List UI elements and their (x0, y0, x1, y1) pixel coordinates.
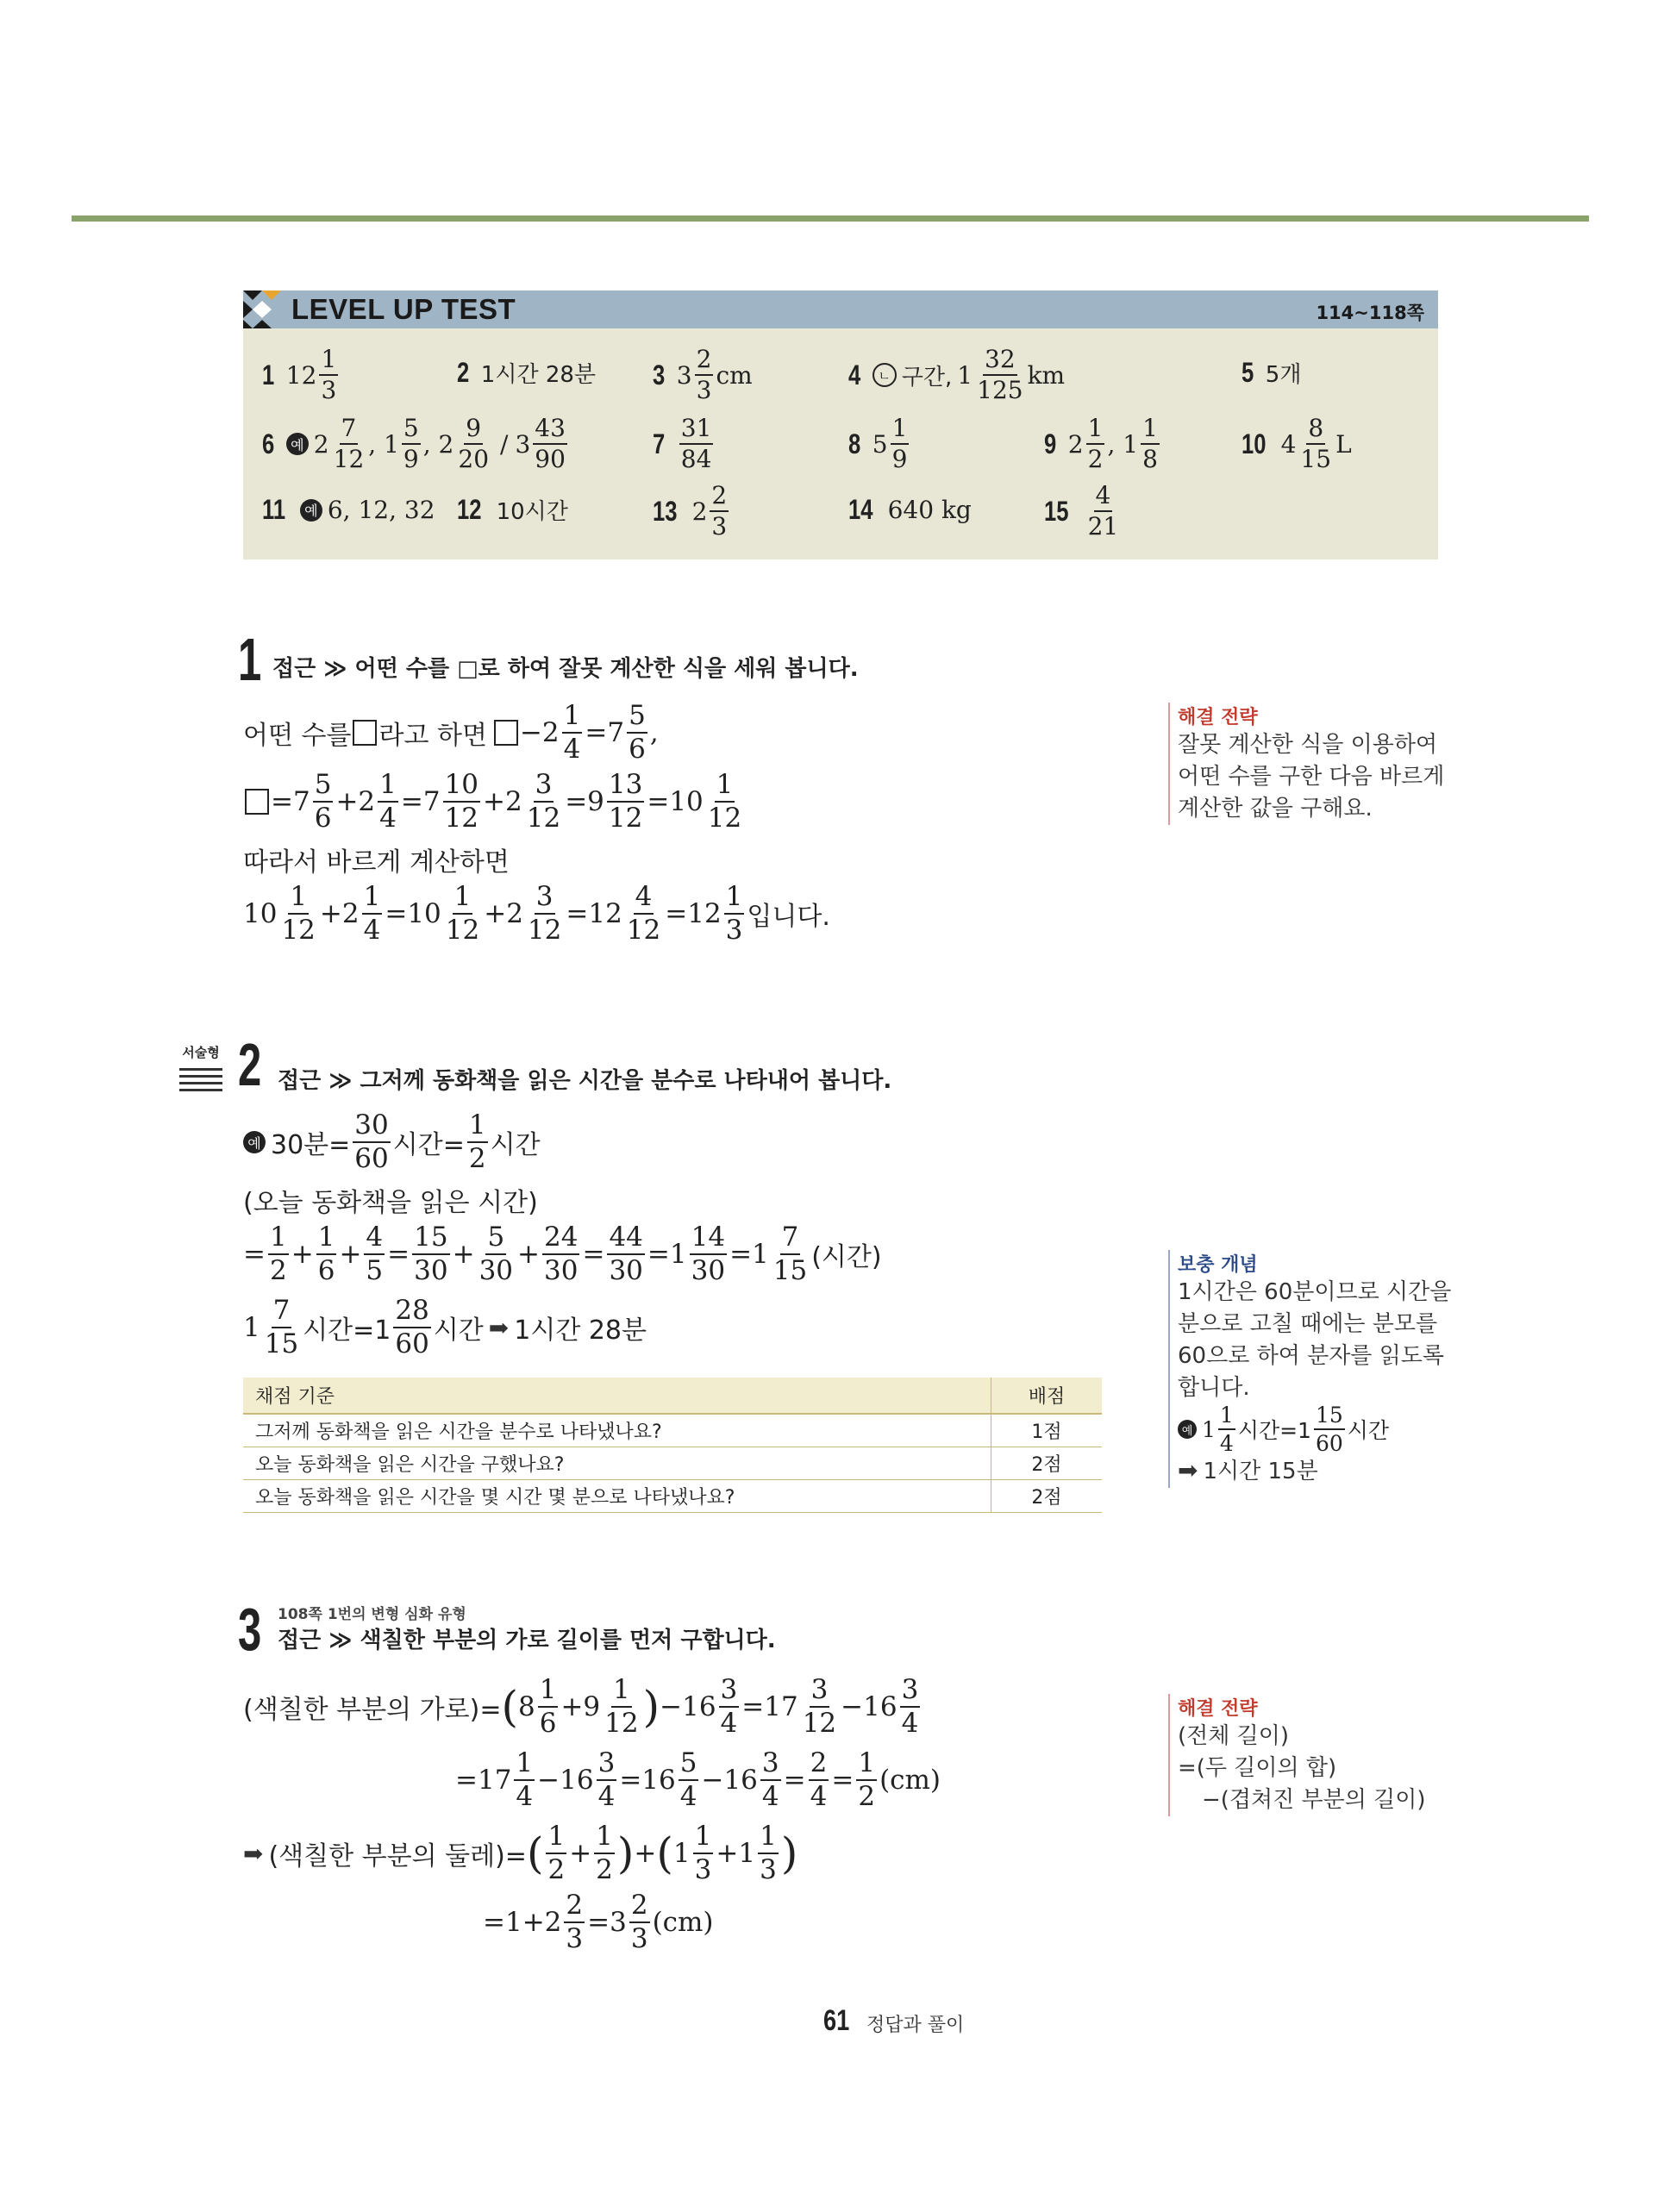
scoring-table (243, 1378, 1102, 1513)
page-number: 61 (823, 2004, 850, 2037)
problem-3-strategy: 해결 전략 (전체 길이) =(두 길이의 합) −(겹쳐진 부분의 길이) (1168, 1694, 1426, 1816)
answer-4: 4 ㄴ 구간, 1 $\frac{32}{125}$ km (848, 345, 1066, 404)
blank-box-icon (353, 720, 377, 746)
right-arrow-icon: ➡ (1178, 1456, 1198, 1484)
blank-box-icon (494, 720, 518, 746)
problem-2-approach: 접근 ≫ 그저께 동화책을 읽은 시간을 분수로 나타내어 봅니다. (278, 1068, 892, 1094)
answer-12: 12 10시간 (457, 494, 568, 525)
problem-3-line-4: =1+2 $\frac{2}{3}$ =3 $\frac{2}{3}$ (cm) (483, 1890, 714, 1954)
blank-box-icon (245, 789, 269, 815)
problem-1-line-1: 어떤 수를 라고 하면 −2 $\frac{1}{4}$ =7 $\frac{5}{6}$ , (243, 700, 659, 765)
example-mark-icon: 예 (286, 433, 309, 455)
problem-2-line-4: 1 $\frac{7}{15}$ 시간=1 $\frac{28}{60}$ 시간 ➡ 1시간 28분 (243, 1295, 647, 1359)
table-row: 오늘 동화책을 읽은 시간을 몇 시간 몇 분으로 나타냈나요? 2점 (243, 1480, 1102, 1513)
problem-3-approach: 접근 ≫ 색칠한 부분의 가로 길이를 먼저 구합니다. (278, 1628, 776, 1653)
problem-3-line-1: (색칠한 부분의 가로)= ( 8 $\frac{1}{6}$ +9 $\frac{1}{12}$ ) −16 $\frac{3}{4}$ =17 $\frac{3}{12}$ −16 $\frac{3}{4}$ (243, 1674, 919, 1739)
right-arrow-icon: ➡ (243, 1839, 264, 1868)
answer-13: 13 2 $\frac{2}{3}$ (653, 481, 728, 541)
essay-tag: 서술형 (179, 1043, 222, 1091)
example-mark-icon: 예 (300, 499, 322, 522)
level-up-logo-icon (243, 291, 281, 328)
answer-3: 3 3 $\frac{2}{3}$ cm (653, 345, 753, 404)
problem-2-line-3: = $\frac{1}{2}$ + $\frac{1}{6}$ + $\frac{4}{5}$ = $\frac{15}{30}$ + $\frac{5}{30}$ + $\frac{24}{30}$ = $\frac{44}{30}$ =1 $\frac{14}{30}$ =1 $\frac{7}{15}$ (시간) (243, 1222, 882, 1286)
problem-3-source: 108쪽 1번의 변형 심화 유형 (278, 1606, 466, 1623)
problem-2-line-1: 예 30분= $\frac{30}{60}$ 시간= $\frac{1}{2}$ 시간 (243, 1112, 541, 1172)
example-mark-icon: 예 (1178, 1420, 1197, 1439)
right-arrow-icon: ➡ (488, 1313, 510, 1342)
level-up-title: LEVEL UP TEST (291, 293, 516, 325)
top-rule (72, 216, 1589, 222)
answer-2: 2 1시간 28분 (457, 357, 597, 388)
problem-1-line-3: 따라서 바르게 계산하면 (243, 847, 510, 878)
level-up-answers (243, 328, 1438, 559)
answer-15: 15 $\frac{4}{21}$ (1044, 481, 1119, 541)
footer-label: 정답과 풀이 (866, 2015, 965, 2036)
concept-example: 예 1 $\frac{1}{4}$ 시간=1 $\frac{15}{60}$ 시간 (1178, 1404, 1451, 1454)
answer-11: 11 예 6, 12, 32 (262, 494, 435, 525)
level-up-pages: 114~118쪽 (1316, 303, 1424, 323)
answer-8: 8 5 $\frac{1}{9}$ (848, 414, 908, 473)
problem-3-line-3: ➡ (색칠한 부분의 둘레)= ( $\frac{1}{2}$ + $\frac{1}{2}$ ) + ( 1 $\frac{1}{3}$ +1 $\frac{1}{3}$ ) (243, 1821, 798, 1885)
problem-1-strategy: 해결 전략 잘못 계산한 식을 이용하여 어떤 수를 구한 다음 바르게 계산한 값을 구해요. (1168, 703, 1444, 825)
problem-1-number: 1 (238, 626, 262, 693)
problem-2-concept: 보충 개념 1시간은 60분이므로 시간을 분으로 고칠 때에는 분모를 60으로 하여 분자를 읽도록 합니다. 예 1 $\frac{1}{4}$ 시간=1 $\frac{15}{60}$ 시간 ➡ 1시간 15분 (1168, 1250, 1451, 1488)
answer-1: 1 12 $\frac{1}{3}$ (262, 345, 337, 404)
problem-2-number: 2 (238, 1031, 262, 1098)
scoring-header-points: 배점 (991, 1378, 1103, 1414)
problem-3-line-2: =17 $\frac{1}{4}$ −16 $\frac{3}{4}$ =16 $\frac{5}{4}$ −16 $\frac{3}{4}$ = $\frac{2}{4}$ = $\frac{1}{2}$ (cm) (455, 1747, 941, 1812)
problem-2-line-2: (오늘 동화책을 읽은 시간) (243, 1188, 538, 1218)
answer-7: 7 $\frac{31}{84}$ (653, 414, 712, 473)
answer-5: 5 5개 (1242, 357, 1302, 388)
level-up-header (243, 291, 1438, 328)
circle-mark-icon: ㄴ (873, 363, 897, 387)
answer-14: 14 640 kg (848, 494, 972, 525)
problem-3-number: 3 (238, 1596, 262, 1663)
answer-10: 10 4 $\frac{8}{15}$ L (1242, 414, 1352, 473)
problem-1-line-2: =7 $\frac{5}{6}$ +2 $\frac{1}{4}$ =7 $\frac{10}{12}$ +2 $\frac{3}{12}$ =9 $\frac{13}{12}$ =10 $\frac{1}{12}$ (243, 772, 746, 832)
example-mark-icon: 예 (243, 1131, 266, 1153)
table-row: 그저께 동화책을 읽은 시간을 분수로 나타냈나요? 1점 (243, 1414, 1102, 1447)
answer-9: 9 2 $\frac{1}{2}$ , 1 $\frac{1}{8}$ (1044, 414, 1158, 473)
problem-1-approach: 접근 ≫ 어떤 수를 □로 하여 잘못 계산한 식을 세워 봅니다. (272, 656, 859, 682)
problem-1-line-4: 10 $\frac{1}{12}$ +2 $\frac{1}{4}$ =10 $\frac{1}{12}$ +2 $\frac{3}{12}$ =12 $\frac{4}{12}$ =12 $\frac{1}{3}$ 입니다. (243, 881, 830, 946)
scoring-header-criteria: 채점 기준 (243, 1378, 991, 1414)
table-row: 오늘 동화책을 읽은 시간을 구했나요? 2점 (243, 1447, 1102, 1480)
answer-6: 6 예 2 $\frac{7}{12}$ , 1 $\frac{5}{9}$ , 2 $\frac{9}{20}$ / 3 $\frac{43}{90}$ (262, 414, 566, 473)
